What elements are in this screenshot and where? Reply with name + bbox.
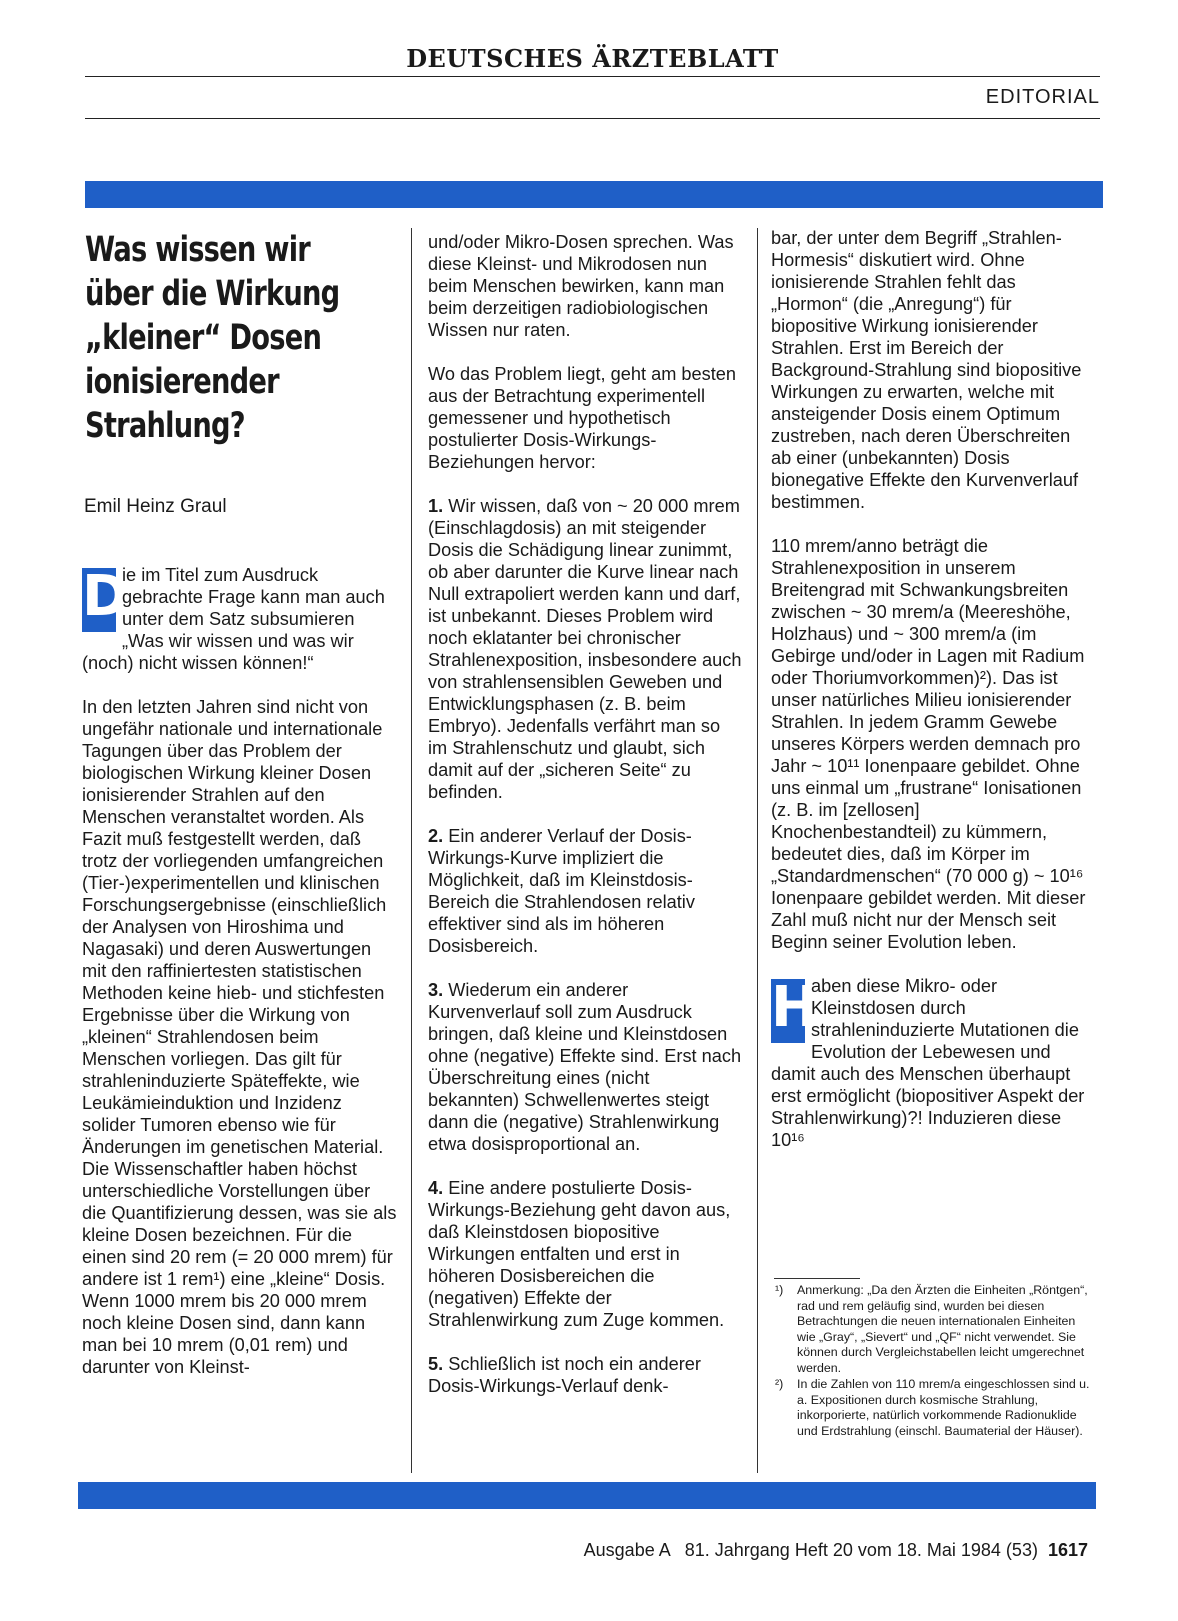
footnote-mark: ²) <box>775 1377 784 1391</box>
paragraph <box>428 1353 743 1397</box>
list-number: 5. <box>428 1354 444 1374</box>
drop-cap: D <box>82 568 116 632</box>
footnotes <box>775 1283 1093 1440</box>
footnote-text: In die Zahlen von 110 mrem/a eingeschlossen sind u. a. Expositionen durch kosmische Strahlung, inkorporierte, natürlich vorkommende Radionuklide und Erdstrahlung (einschl. Baumaterial der Häuser). <box>797 1377 1090 1438</box>
blue-band-bottom <box>78 1482 1096 1509</box>
footnote-text: Anmerkung: „Da den Ärzten die Einheiten „Röntgen“, rad und rem geläufig sind, wurden bei diesen Betrachtungen die neuen internationalen Einheiten wie „Gray“, „Sievert“ und „QF“ nicht verwendet. Sie können durch Vergleichstabellen leicht umgerechnet werden. <box>797 1283 1088 1375</box>
paragraph-text: Wir wissen, daß von ~ 20 000 mrem (Einschlagdosis) an mit steigender Dosis die Schädigung linear zunimmt, ob aber darunter die Kurve linear nach Null extrapoliert werden kann und darf, ist unbekannt. Dieses Problem wird noch eklatanter bei chronischer Strahlenexposition, insbesondere auch von strahlensensiblen Geweben und Entwicklungsphasen (z. B. beim Embryo). Jedenfalls verfährt man so im Strahlenschutz und glaubt, sich damit auf der „sicheren Seite“ zu befinden. <box>428 496 742 802</box>
title-line: ionisierender <box>85 362 279 402</box>
paragraph <box>428 1177 743 1331</box>
column-2 <box>428 231 743 1419</box>
paragraph <box>428 825 743 957</box>
paragraph-text: Eine andere postulierte Dosis-Wirkungs-Beziehung geht davon aus, daß Kleinstdosen biopositive Wirkungen entfalten und erst in höheren Dosisbereichen die (negativen) Effekte der Strahlenwirkung zum Zuge kommen. <box>428 1178 731 1330</box>
drop-cap: H <box>771 979 805 1043</box>
title-line: Was wissen wir <box>85 230 310 270</box>
paragraph <box>82 564 397 674</box>
footnote <box>775 1377 1093 1439</box>
paragraph <box>428 979 743 1155</box>
paragraph: und/oder Mikro-Dosen sprechen. Was diese Kleinst- und Mikrodosen nun beim Menschen bewirken, kann man beim derzeitigen radiobiologischen Wissen nur raten. <box>428 232 734 340</box>
title-line: „kleiner“ Dosen <box>85 318 322 358</box>
paragraph-text: Schließlich ist noch ein anderer Dosis-Wirkungs-Verlauf denk- <box>428 1354 701 1396</box>
author-name: Emil Heinz Graul <box>84 496 227 517</box>
header-rule-top <box>85 76 1100 77</box>
paragraph-text: aben diese Mikro- oder Kleinstdosen durch strahleninduzierte Mutationen die Evolution der Lebewesen und damit auch des Menschen überhaupt erst ermöglicht (biopositiver Aspekt der Strahlenwirkung)?! Induzieren diese 10¹⁶ <box>771 976 1085 1150</box>
list-number: 2. <box>428 826 444 846</box>
column-divider <box>411 228 412 1473</box>
list-number: 3. <box>428 980 444 1000</box>
paragraph: In den letzten Jahren sind nicht von ungefähr nationale und internationale Tagungen über das Problem der biologischen Wirkung kleiner Dosen ionisierender Strahlen auf den Menschen veranstaltet worden. Als Fazit muß festgestellt werden, daß trotz der vorliegenden umfangreichen (Tier-)experimentellen und klinischen Forschungsergebnisse (einschließlich der Analysen von Hiroshima und Nagasaki) und deren Auswertungen mit den raffiniertesten statistischen Methoden keine hieb- und stichfesten Ergebnisse über die Wirkung von „kleinen“ Strahlendosen beim Menschen vorliegen. Das gilt für strahleninduzierte Späteffekte, wie Leukämieinduktion und Inzidenz solider Tumoren ebenso wie für Änderungen im genetischen Material. Die Wissenschaftler haben höchst unterschiedliche Vorstellungen über die Quantifizierung dessen, was sie als kleine Dosen bezeichnen. Für die einen sind 20 rem (= 20 000 mrem) für andere ist 1 rem¹) eine „kleine“ Dosis. Wenn 1000 mrem bis 20 000 mrem noch kleine Dosen sind, dann kann man bei 10 mrem (0,01 rem) und darunter von Kleinst- <box>82 697 397 1377</box>
paragraph: 110 mrem/anno beträgt die Strahlenexposition in unserem Breitengrad mit Schwankungsbreiten zwischen ~ 30 mrem/a (Meereshöhe, Holzhaus) und ~ 300 mrem/a (im Gebirge und/oder in Lagen mit Radium oder Thoriumvorkommen)²). Das ist unser natürliches Milieu ionisierender Strahlen. In jedem Gramm Gewebe unseres Körpers werden demnach pro Jahr ~ 10¹¹ Ionenpaare gebildet. Ohne uns einmal um „frustrane“ Ionisationen (z. B. im [zellosen] Knochenbestandteil) zu kümmern, bedeutet dies, daß im Körper im „Standardmenschen“ (70 000 g) ~ 10¹⁶ Ionenpaare gebildet werden. Mit dieser Zahl muß nicht nur der Mensch seit Beginn seiner Evolution leben. <box>771 536 1086 952</box>
column-divider <box>757 228 758 1473</box>
paragraph-text: ie im Titel zum Ausdruck gebrachte Frage kann man auch unter dem Satz subsumieren „Was wir wissen und was wir (noch) nicht wissen können!“ <box>82 565 385 673</box>
column-1 <box>82 564 397 1400</box>
list-number: 4. <box>428 1178 444 1198</box>
title-line: über die Wirkung <box>85 274 340 314</box>
paragraph <box>428 495 743 803</box>
footnote-rule <box>774 1278 860 1279</box>
page-number: 1617 <box>1047 1540 1088 1560</box>
issue-info: Ausgabe A 81. Jahrgang Heft 20 vom 18. Mai 1984 (53) <box>583 1540 1038 1560</box>
section-label: EDITORIAL <box>985 86 1100 108</box>
article-title <box>85 228 405 448</box>
list-number: 1. <box>428 496 444 516</box>
paragraph: bar, der unter dem Begriff „Strahlen-Hormesis“ diskutiert wird. Ohne ionisierende Strahlen fehlt das „Hormon“ (die „Anregung“) für biopositive Wirkung ionisierender Strahlen. Erst im Bereich der Background-Strahlung sind biopositive Wirkungen zu erwarten, welche mit ansteigender Dosis einem Optimum zustreben, nach deren Überschreiten ab einer (unbekannten) Dosis bionegative Effekte den Kurvenverlauf bestimmen. <box>771 228 1082 512</box>
footnote <box>775 1283 1093 1376</box>
paragraph-text: Ein anderer Verlauf der Dosis-Wirkungs-Kurve impliziert die Möglichkeit, daß im Kleinstdosis-Bereich die Strahlendosen relativ effektiver sind als im höheren Dosisbereich. <box>428 826 695 956</box>
paragraph <box>771 975 1086 1151</box>
footnote-mark: ¹) <box>775 1283 784 1297</box>
header-rule-bottom <box>85 118 1100 119</box>
column-3 <box>771 227 1086 1173</box>
blue-band-top <box>85 181 1103 208</box>
title-line: Strahlung? <box>85 406 245 446</box>
paragraph-text: Wiederum ein anderer Kurvenverlauf soll zum Ausdruck bringen, daß kleine und Kleinstdosen ohne (negative) Effekte sind. Erst nach Überschreitung eines (nicht bekannten) Schwellenwertes steigt dann die (negative) Strahlenwirkung etwa dosisproportional an. <box>428 980 742 1154</box>
page-footer <box>584 1540 1088 1561</box>
journal-masthead: DEUTSCHES ÄRZTEBLATT <box>406 44 779 73</box>
paragraph: Wo das Problem liegt, geht am besten aus der Betrachtung experimentell gemessener und hypothetisch postulierter Dosis-Wirkungs-Beziehungen hervor: <box>428 364 737 472</box>
